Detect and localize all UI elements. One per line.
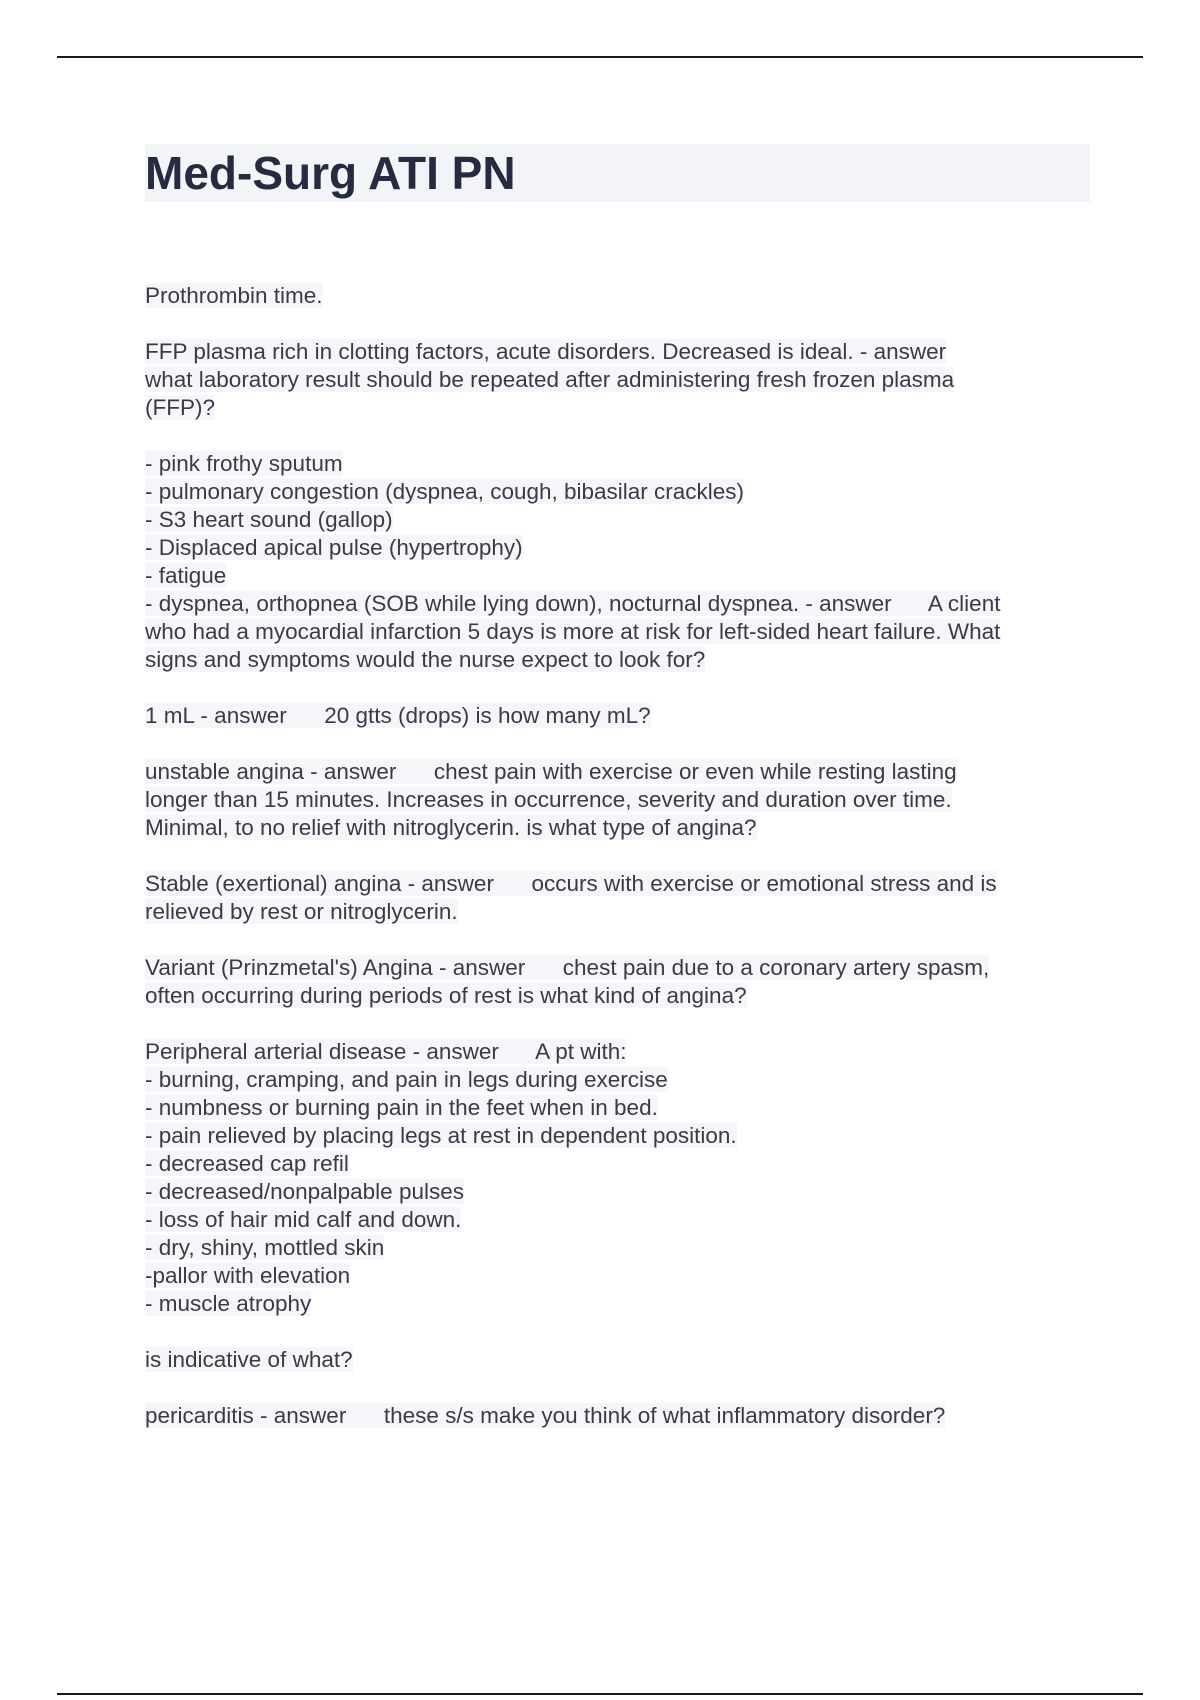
qa-block	[145, 338, 1090, 422]
text-line: - decreased cap refil	[145, 1151, 349, 1176]
qa-block	[145, 870, 1090, 926]
text-line: - burning, cramping, and pain in legs during exercise	[145, 1067, 668, 1092]
top-divider	[57, 56, 1143, 58]
text-line: 1 mL - answer 20 gtts (drops) is how many mL?	[145, 703, 651, 728]
text-line: Variant (Prinzmetal's) Angina - answer chest pain due to a coronary artery spasm,	[145, 955, 990, 980]
text-line: - muscle atrophy	[145, 1291, 312, 1316]
text-line: - numbness or burning pain in the feet when in bed.	[145, 1095, 658, 1120]
text-line: FFP plasma rich in clotting factors, acute disorders. Decreased is ideal. - answer	[145, 339, 947, 364]
text-line: is indicative of what?	[145, 1347, 353, 1372]
qa-block	[145, 282, 1090, 310]
text-line: relieved by rest or nitroglycerin.	[145, 899, 458, 924]
text-line: - Displaced apical pulse (hypertrophy)	[145, 535, 523, 560]
text-line: - loss of hair mid calf and down.	[145, 1207, 462, 1232]
text-line: - fatigue	[145, 563, 227, 588]
text-line: - S3 heart sound (gallop)	[145, 507, 393, 532]
text-line: Stable (exertional) angina - answer occurs with exercise or emotional stress and is	[145, 871, 997, 896]
page-title: Med-Surg ATI PN	[145, 144, 1090, 202]
text-line: -pallor with elevation	[145, 1263, 351, 1288]
qa-block	[145, 1038, 1090, 1318]
text-line: (FFP)?	[145, 395, 215, 420]
text-line: Peripheral arterial disease - answer A pt with:	[145, 1039, 627, 1064]
document-body	[145, 282, 1090, 1430]
qa-block	[145, 954, 1090, 1010]
qa-block	[145, 702, 1090, 730]
text-line: often occurring during periods of rest is what kind of angina?	[145, 983, 747, 1008]
qa-block	[145, 1346, 1090, 1374]
text-line: - dyspnea, orthopnea (SOB while lying down), nocturnal dyspnea. - answer A client	[145, 591, 1001, 616]
text-line: - pink frothy sputum	[145, 451, 343, 476]
qa-block	[145, 1402, 1090, 1430]
text-line: - pulmonary congestion (dyspnea, cough, bibasilar crackles)	[145, 479, 745, 504]
text-line: what laboratory result should be repeated after administering fresh frozen plasma	[145, 367, 955, 392]
text-line: Prothrombin time.	[145, 283, 323, 308]
text-line: pericarditis - answer these s/s make you think of what inflammatory disorder?	[145, 1403, 946, 1428]
qa-block	[145, 450, 1090, 674]
text-line: longer than 15 minutes. Increases in occurrence, severity and duration over time.	[145, 787, 952, 812]
qa-block	[145, 758, 1090, 842]
text-line: signs and symptoms would the nurse expect to look for?	[145, 647, 706, 672]
text-line: - dry, shiny, mottled skin	[145, 1235, 385, 1260]
bottom-divider	[57, 1693, 1143, 1695]
text-line: Minimal, to no relief with nitroglycerin. is what type of angina?	[145, 815, 757, 840]
text-line: - decreased/nonpalpable pulses	[145, 1179, 464, 1204]
document-page	[145, 144, 1090, 1458]
text-line: who had a myocardial infarction 5 days is more at risk for left-sided heart failure. What	[145, 619, 1001, 644]
text-line: - pain relieved by placing legs at rest in dependent position.	[145, 1123, 737, 1148]
text-line: unstable angina - answer chest pain with exercise or even while resting lasting	[145, 759, 957, 784]
